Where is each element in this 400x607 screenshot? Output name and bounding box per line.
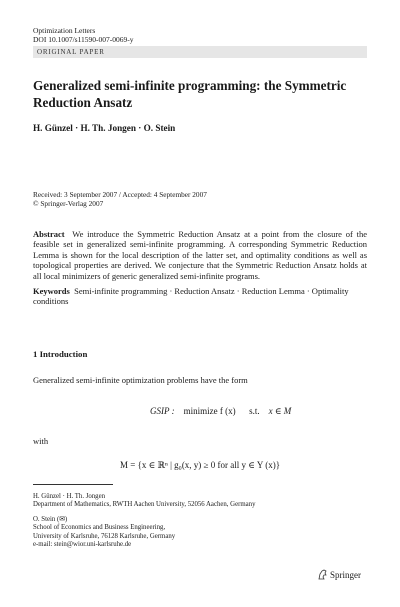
affiliation-dept-2b: University of Karlsruhe, 76128 Karlsruhe, Germany <box>33 532 176 540</box>
springer-horse-icon <box>317 569 328 580</box>
abstract <box>33 229 367 281</box>
affiliation-names-1: H. Günzel · H. Th. Jongen <box>33 493 105 500</box>
paper-title: Generalized semi-infinite programming: the Symmetric Reduction Ansatz <box>33 78 347 110</box>
copyright: © Springer-Verlag 2007 <box>33 199 104 209</box>
section-heading: 1 Introduction <box>33 349 88 359</box>
keywords <box>33 286 367 307</box>
equation-feasible-set: M = {x ∈ ℝⁿ | g₀(x, y) ≥ 0 for all y ∈ Y (x)} <box>120 460 281 470</box>
abstract-text: We introduce the Symmetric Reduction Ansatz at a point from the closure of the feasible set in generalized semi-infinite programming. A corresponding Symmetric Reduction Lemma is shown for the local description of the latter set, and optimality conditions as well as topological properties are derived. We conjecture that the Symmetric Reduction Ansatz holds at all local minimizers of generic generalized semi-infinite programs. <box>33 229 368 281</box>
journal-name: Optimization Letters <box>33 26 96 35</box>
with-text: with <box>33 436 49 446</box>
abstract-label: Abstract <box>33 229 65 239</box>
article-type-bar <box>33 46 367 58</box>
keywords-label: Keywords <box>33 286 70 296</box>
affiliation-dept-2a: School of Economics and Business Engineering, <box>33 524 166 532</box>
dates-block <box>33 190 207 208</box>
affiliation-dept-1: Department of Mathematics, RWTH Aachen University, 52056 Aachen, Germany <box>33 501 256 509</box>
intro-paragraph: Generalized semi-infinite optimization problems have the form <box>33 375 248 385</box>
publisher-logo <box>317 569 361 580</box>
affiliation-2 <box>33 516 353 549</box>
article-type: ORIGINAL PAPER <box>37 48 105 56</box>
received-date: Received: 3 September 2007 / Accepted: 4 September 2007 <box>33 190 207 199</box>
equation-gsip <box>150 406 291 417</box>
gsip-label: GSIP : <box>150 406 175 416</box>
authors: H. Günzel · H. Th. Jongen · O. Stein <box>33 123 176 133</box>
journal-header <box>33 26 134 44</box>
affiliation-1 <box>33 493 353 510</box>
affiliation-email: e-mail: stein@wior.uni-karlsruhe.de <box>33 540 132 548</box>
footnote-rule <box>33 484 113 485</box>
keywords-text: Semi-infinite programming · Reduction Ansatz · Reduction Lemma · Optimality conditions <box>33 286 349 307</box>
gsip-objective: minimize f (x) <box>183 406 236 416</box>
publisher-name: Springer <box>330 569 361 580</box>
gsip-st: s.t. <box>249 406 260 416</box>
doi: DOI 10.1007/s11590-007-0069-y <box>33 35 134 44</box>
gsip-constraint: x ∈ M <box>268 406 292 416</box>
affiliation-name-2: O. Stein (✉) <box>33 516 68 523</box>
